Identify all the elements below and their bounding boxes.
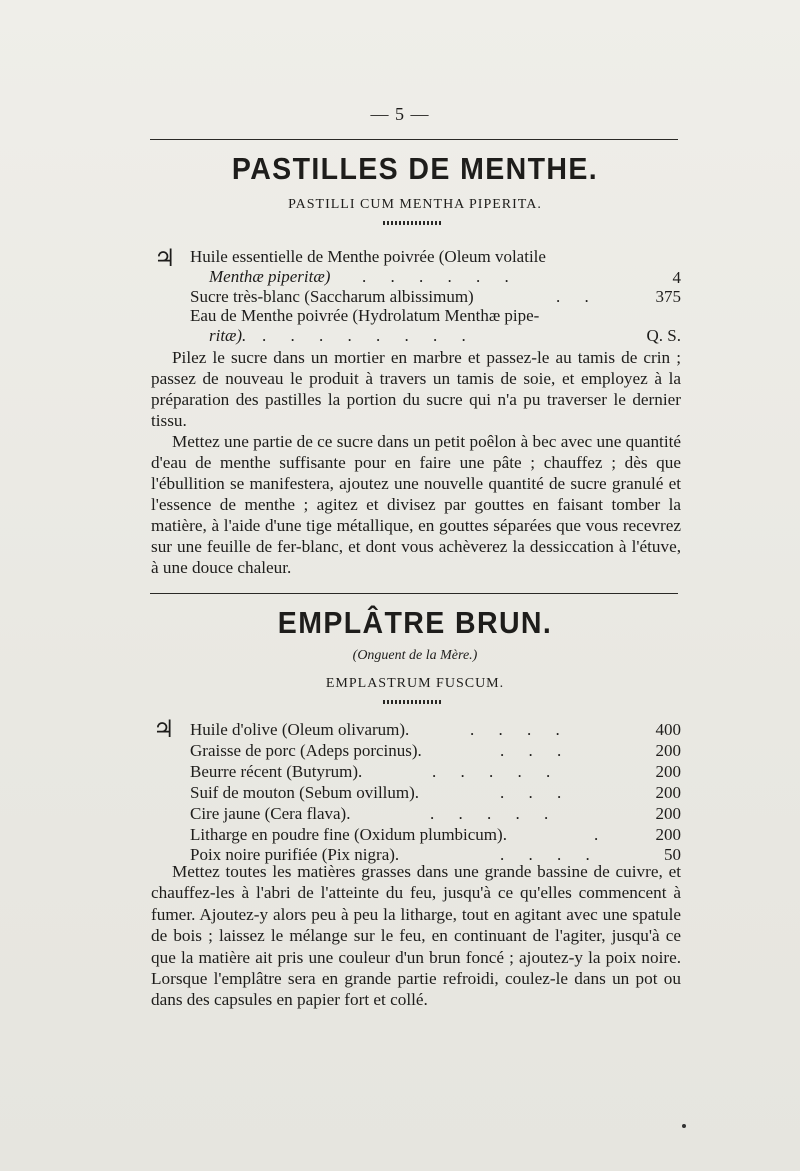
ingredient-quantity: 200 [655,825,681,844]
ingredient-quantity: 200 [655,804,681,823]
ingredient-quantity: 200 [655,762,681,781]
ink-speck [682,1124,686,1128]
paragraph: Pilez le sucre dans un mortier en marbre et passez-le au tamis de crin ; passez de nouveau le produit à travers un tamis de soie, et employez à la préparation des pastilles la portion du sucre qui n'a pu traverser le dernier tissu. [151,348,681,430]
page-number: — 5 — [370,104,430,124]
leader-dots: . . . . . [432,762,561,781]
leader-dots: . . . . . [430,804,559,823]
leader-dots: . . . . . . . . [262,326,476,345]
paragraph: Mettez une partie de ce sucre dans un petit poêlon à bec avec une quantité d'eau de menthe suffisante pour en faire une pâte ; chauffez ; dès que l'ébullition se manifestera, ajoutez une nouvelle quantité de sucre granulé et l'essence de menthe ; agitez et divisez par gouttes en faisant tomber la matière, à l'aide d'une tige métallique, en gouttes séparées que vous recevrez sur une feuille de fer-blanc, et dont vous achèverez la dessiccation à l'étuve, à une douce chaleur. [151,432,681,577]
ingredient-quantity: 375 [655,287,681,306]
section-alt-name: (Onguent de la Mère.) [352,648,478,663]
ingredient-line: Huile essentielle de Menthe poivrée (Oleum volatile [190,247,546,266]
ingredient-quantity: 200 [655,783,681,802]
ingredient-quantity: 4 [672,268,681,287]
leader-dots: . . . . . . [362,267,519,286]
recipe-symbol-icon: ♃ [154,244,176,272]
paragraph: Mettez toutes les matières grasses dans une grande bassine de cuivre, et chauffez-les à l'abri de l'atteinte du feu, jusqu'à ce qu'elles commencent à fumer. Ajoutez-y alors peu à peu la litharge, tout en agitant avec une spatule de bois ; laissez le mélange sur le feu, en continuant de l'agiter, jusqu'à ce que la matière ait pris une couleur d'un brun foncé ; ajoutez-y la poix noire. Lorsque l'emplâtre sera en grande partie refroidi, coulez-le dans un pot ou dans des capsules en papier fort et collé. [151,862,681,1010]
section-title-emplatre: EMPLÂTRE BRUN. [277,605,553,640]
section-title-pastilles: PASTILLES DE MENTHE. [231,151,599,186]
ingredient-line: Poix noire purifiée (Pix nigra). [190,845,400,864]
leader-dots: . . [556,287,599,306]
leader-dots: . . . . [500,845,600,864]
recipe-symbol-icon: ♃ [153,715,175,743]
ingredient-quantity: 400 [655,720,681,739]
section-subtitle-pastilles: PASTILLI CUM MENTHA PIPERITA. [288,197,542,212]
ingredient-line: Beurre récent (Butyrum). [190,762,363,781]
ingredient-line: Huile d'olive (Oleum olivarum). [190,720,410,739]
ingredient-line: Cire jaune (Cera flava). [190,804,351,823]
ingredient-line: ritæ). [209,326,247,345]
ornament-divider [383,700,441,704]
leader-dots: . [594,825,609,844]
top-rule [150,139,678,140]
ingredient-line: Sucre très-blanc (Saccharum albissimum) [190,287,474,306]
leader-dots: . . . [500,741,572,760]
section-rule [150,593,678,594]
ingredient-line: Graisse de porc (Adeps porcinus). [190,741,422,760]
ingredient-line: Suif de mouton (Sebum ovillum). [190,783,420,802]
ornament-divider [383,221,441,225]
ingredient-line: Eau de Menthe poivrée (Hydrolatum Menthæ pipe- [190,306,540,325]
ingredient-quantity: 200 [655,741,681,760]
section-subtitle-emplatre: EMPLASTRUM FUSCUM. [325,676,505,691]
ingredient-quantity: Q. S. [646,326,681,345]
ingredient-line: Menthæ piperitæ) [209,267,331,286]
leader-dots: . . . [500,783,572,802]
leader-dots: . . . . [470,720,570,739]
ingredient-quantity: 50 [664,845,681,864]
ingredient-line: Litharge en poudre fine (Oxidum plumbicum). [190,825,507,844]
